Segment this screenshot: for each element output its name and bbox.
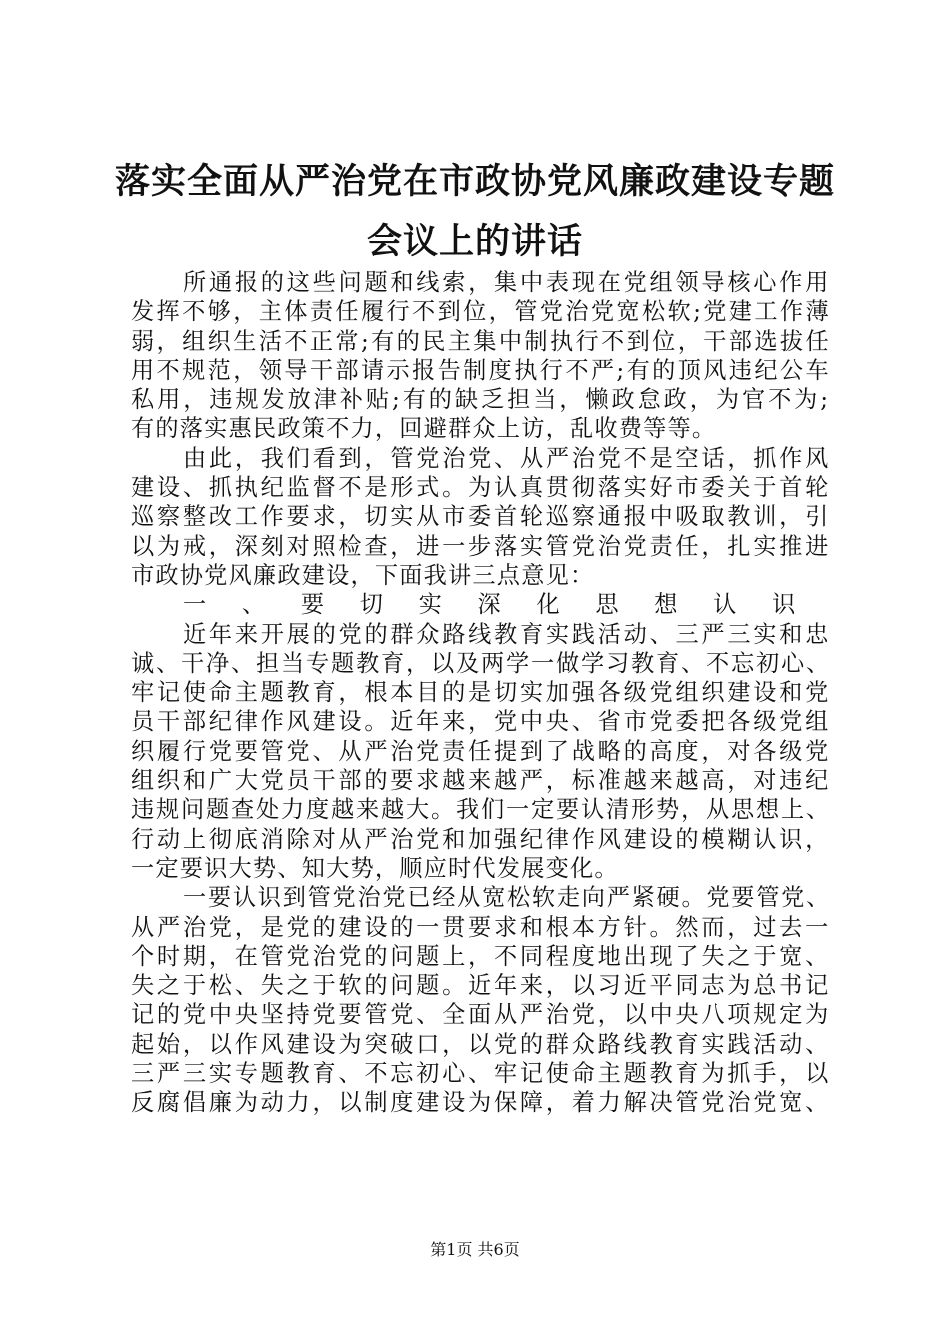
text-line: 起始，以作风建设为突破口，以党的群众路线教育实践活动、 [131,1030,831,1058]
text-line: 织履行党要管党、从严治党责任提到了战略的高度，对各级党 [131,737,831,765]
text-line: 以为戒，深刻对照检查，进一步落实管党治党责任，扎实推进 [131,532,831,560]
text-line: 记的党中央坚持党要管党、全面从严治党，以中央八项规定为 [131,1001,831,1029]
text-line: 私用，违规发放津补贴;有的缺乏担当，懒政怠政，为官不为; [131,386,831,414]
text-line: 组织和广大党员干部的要求越来越严，标准越来越高，对违纪 [131,767,831,795]
text-line: 个时期，在管党治党的问题上，不同程度地出现了失之于宽、 [131,942,831,970]
text-line: 近年来开展的党的群众路线教育实践活动、三严三实和忠 [183,620,831,648]
text-line: 市政协党风廉政建设，下面我讲三点意见： [131,561,595,589]
text-line: 员干部纪律作风建设。近年来，党中央、省市党委把各级党组 [131,708,831,736]
text-line: 用不规范，领导干部请示报告制度执行不严;有的顶风违纪公车 [131,356,831,384]
text-line: 从严治党，是党的建设的一贯要求和根本方针。然而，过去一 [131,913,831,941]
document-body [131,268,831,1118]
text-line: 建设、抓执纪监督不是形式。为认真贯彻落实好市委关于首轮 [131,474,831,502]
page-footer: 第1页 共6页 [430,1240,520,1259]
text-line: 一定要识大势、知大势，顺应时代发展变化。 [131,854,619,882]
text-line: 一要认识到管党治党已经从宽松软走向严紧硬。党要管党、 [183,884,831,912]
text-line: 发挥不够，主体责任履行不到位，管党治党宽松软;党建工作薄 [131,298,831,326]
text-line: 牢记使命主题教育，根本目的是切实加强各级党组织建设和党 [131,679,831,707]
text-line: 巡察整改工作要求，切实从市委首轮巡察通报中吸取教训，引 [131,503,831,531]
document-title-line-2: 会议上的讲话 [366,221,583,262]
text-line: 有的落实惠民政策不力，回避群众上访，乱收费等等。 [131,415,717,443]
text-line: 反腐倡廉为动力，以制度建设为保障，着力解决管党治党宽、 [131,1089,831,1117]
text-line: 失之于松、失之于软的问题。近年来，以习近平同志为总书记 [131,972,831,1000]
text-line: 由此，我们看到，管党治党、从严治党不是空话，抓作风 [183,444,831,472]
document-title-line-1: 落实全面从严治党在市政协党风廉政建设专题 [114,161,835,202]
text-line: 违规问题查处力度越来越大。我们一定要认清形势，从思想上、 [131,796,831,824]
text-line: 弱，组织生活不正常;有的民主集中制执行不到位，干部选拔任 [131,327,831,355]
text-line: 诚、干净、担当专题教育，以及两学一做学习教育、不忘初心、 [131,649,831,677]
text-line: 三严三实专题教育、不忘初心、牢记使命主题教育为抓手，以 [131,1060,831,1088]
text-line: 所通报的这些问题和线索，集中表现在党组领导核心作用 [183,269,831,296]
text-line: 行动上彻底消除对从严治党和加强纪律作风建设的模糊认识， [131,825,831,853]
text-line: 一、要切实深化思想认识 [183,591,831,619]
